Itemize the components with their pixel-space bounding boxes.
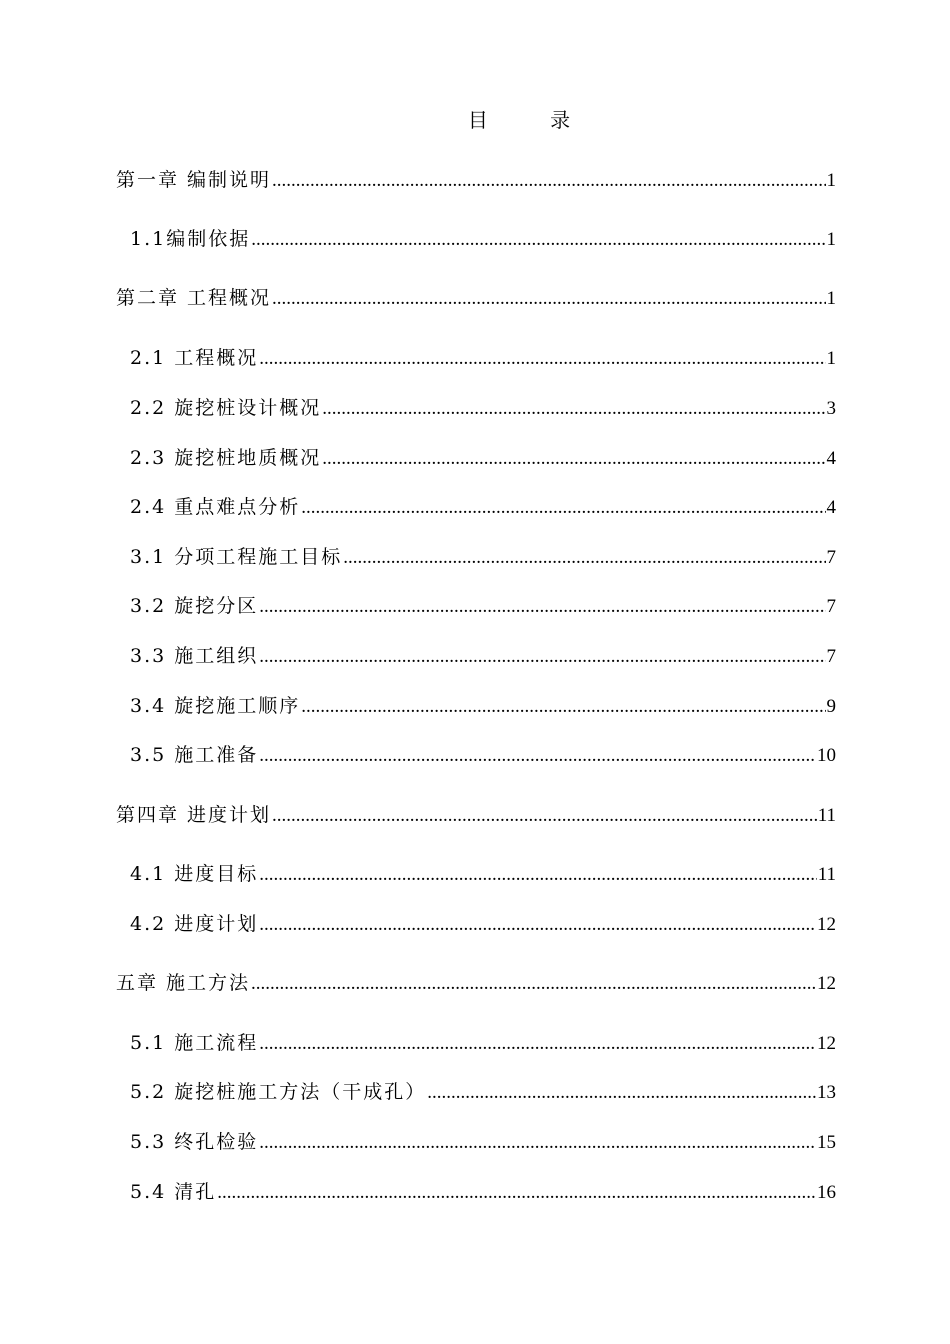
toc-entry-title: 第四章 进度计划 — [116, 804, 272, 826]
toc-entry-title: 5.1 施工流程 — [130, 1032, 259, 1054]
toc-page-number: 13 — [817, 1082, 836, 1103]
toc-dot-leader — [217, 1179, 816, 1207]
toc-title: 目 录 — [467, 108, 599, 132]
toc-chapter-entry[interactable] — [116, 284, 836, 312]
toc-section-entry[interactable] — [130, 692, 836, 720]
toc-dot-leader — [251, 226, 825, 254]
toc-dot-leader — [301, 494, 825, 522]
toc-entry-title: 2.2 旋挖桩设计概况 — [130, 397, 322, 419]
toc-page-number: 7 — [826, 646, 836, 667]
toc-entry-title: 2.4 重点难点分析 — [130, 496, 301, 518]
toc-section-entry[interactable] — [130, 910, 836, 938]
toc-page-number: 1 — [826, 170, 836, 191]
toc-dot-leader — [259, 1129, 816, 1157]
toc-dot-leader — [272, 167, 825, 195]
toc-dot-leader — [259, 345, 825, 373]
toc-page-number: 1 — [826, 288, 836, 309]
toc-entry-title: 1.1编制依据 — [130, 228, 251, 250]
toc-page-number: 1 — [826, 229, 836, 250]
toc-page-number: 4 — [826, 448, 836, 469]
toc-dot-leader — [322, 395, 825, 423]
toc-dot-leader — [259, 861, 816, 889]
table-of-contents — [116, 0, 836, 1344]
toc-page-number: 12 — [817, 914, 836, 935]
toc-page-number: 11 — [817, 805, 836, 826]
toc-section-entry[interactable] — [130, 344, 836, 372]
toc-page-number: 3 — [826, 398, 836, 419]
toc-entry-title: 5.3 终孔检验 — [130, 1131, 259, 1153]
toc-entry-title: 第二章 工程概况 — [116, 287, 272, 309]
toc-entry-title: 2.3 旋挖桩地质概况 — [130, 447, 322, 469]
toc-section-entry[interactable] — [130, 493, 836, 521]
toc-dot-leader — [322, 445, 825, 473]
toc-dot-leader — [259, 643, 825, 671]
toc-section-entry[interactable] — [130, 444, 836, 472]
toc-section-entry[interactable] — [130, 1178, 836, 1206]
toc-chapter-entry[interactable] — [116, 166, 836, 194]
toc-page-number: 15 — [817, 1132, 836, 1153]
toc-dot-leader — [301, 693, 825, 721]
toc-dot-leader — [259, 911, 816, 939]
toc-chapter-entry[interactable] — [116, 801, 836, 829]
toc-section-entry[interactable] — [130, 1128, 836, 1156]
toc-section-entry[interactable] — [130, 1029, 836, 1057]
toc-page-number: 16 — [817, 1182, 836, 1203]
toc-page-number: 10 — [817, 745, 836, 766]
toc-entry-title: 5.4 清孔 — [130, 1181, 217, 1203]
toc-page-number: 12 — [817, 973, 836, 994]
toc-section-entry[interactable] — [130, 1078, 836, 1106]
toc-dot-leader — [259, 593, 825, 621]
toc-section-entry[interactable] — [130, 741, 836, 769]
toc-entry-title: 4.1 进度目标 — [130, 863, 259, 885]
toc-page-number: 7 — [826, 547, 836, 568]
toc-section-entry[interactable] — [130, 394, 836, 422]
toc-entry-title: 第一章 编制说明 — [116, 169, 272, 191]
toc-page-number: 11 — [817, 864, 836, 885]
toc-entry-title: 5.2 旋挖桩施工方法（干成孔） — [130, 1081, 427, 1103]
toc-page-number: 9 — [826, 696, 836, 717]
toc-entry-title: 3.5 施工准备 — [130, 744, 259, 766]
toc-dot-leader — [343, 544, 825, 572]
toc-entry-title: 3.3 施工组织 — [130, 645, 259, 667]
toc-section-entry[interactable] — [130, 543, 836, 571]
toc-dot-leader — [427, 1079, 816, 1107]
toc-section-entry[interactable] — [130, 860, 836, 888]
toc-entry-title: 3.4 旋挖施工顺序 — [130, 695, 301, 717]
toc-page-number: 12 — [817, 1033, 836, 1054]
toc-entry-title: 2.1 工程概况 — [130, 347, 259, 369]
toc-page-number: 4 — [826, 497, 836, 518]
toc-section-entry[interactable] — [130, 592, 836, 620]
toc-dot-leader — [259, 742, 816, 770]
toc-dot-leader — [272, 285, 825, 313]
toc-section-entry[interactable] — [130, 642, 836, 670]
toc-entry-title: 3.2 旋挖分区 — [130, 595, 259, 617]
toc-dot-leader — [259, 1030, 816, 1058]
toc-dot-leader — [251, 970, 816, 998]
toc-page-number: 7 — [826, 596, 836, 617]
toc-entry-title: 4.2 进度计划 — [130, 913, 259, 935]
toc-chapter-entry[interactable] — [116, 969, 836, 997]
toc-dot-leader — [272, 802, 817, 830]
toc-entry-title: 五章 施工方法 — [116, 972, 251, 994]
toc-entry-title: 3.1 分项工程施工目标 — [130, 546, 343, 568]
toc-page-number: 1 — [826, 348, 836, 369]
toc-section-entry[interactable] — [130, 225, 836, 253]
